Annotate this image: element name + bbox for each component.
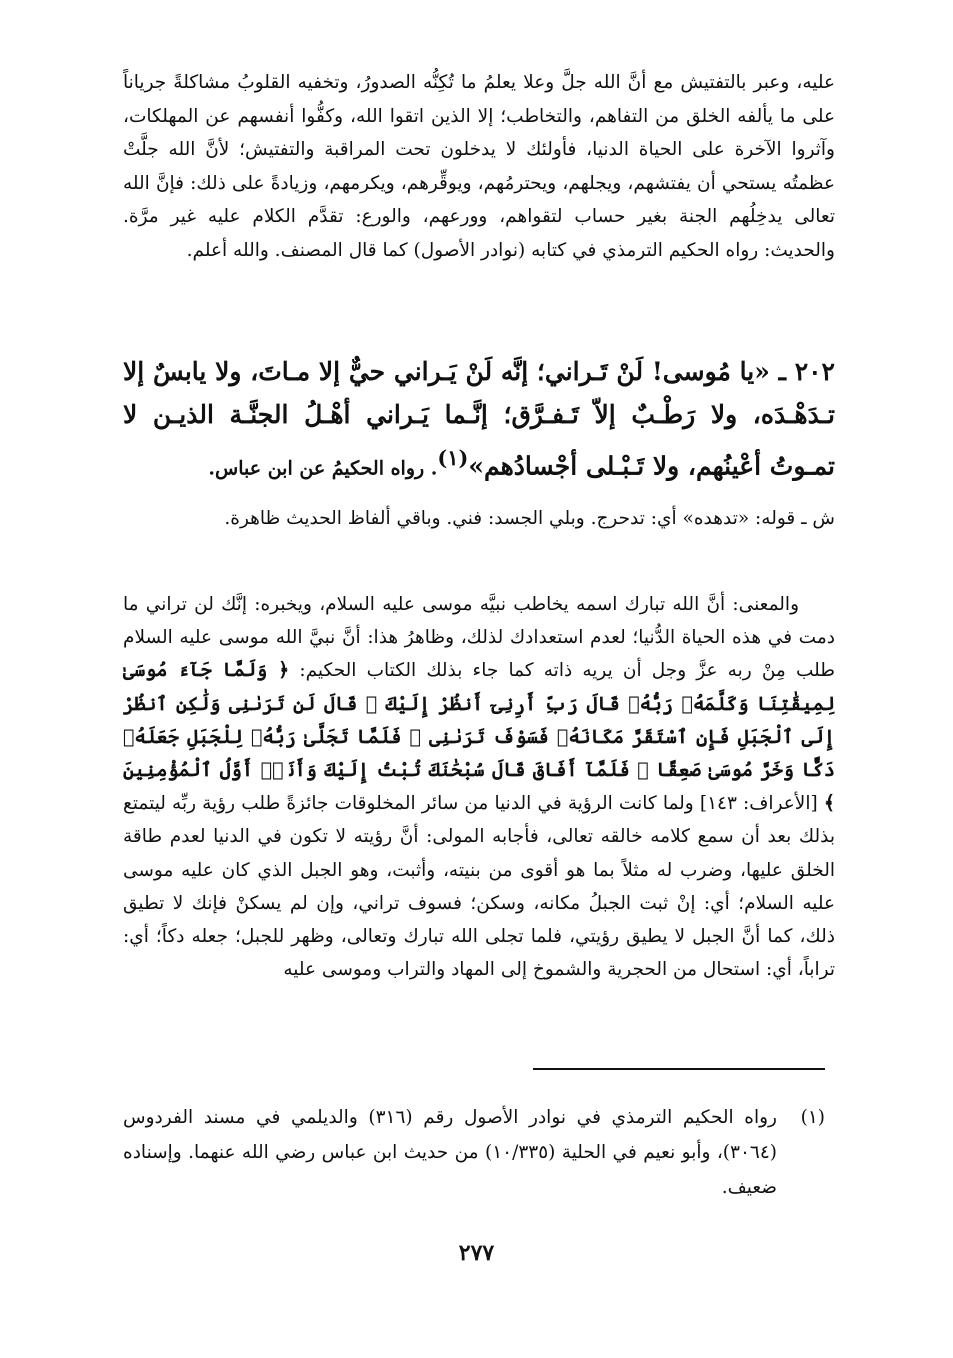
meaning-paragraph [123, 588, 835, 986]
commentary-paragraph: عليه، وعبر بالتفتيش مع أنَّ الله جلَّ وعلا يعلمُ ما تُكِنُّه الصدورُ، وتخفيه القلوبُ مشاكلةً جرياناً على ما يألفه الخلق من التفاهم، والتخاطب؛ إلا الذين اتقوا الله، وكفُّوا أنفسهم عن المهلكات، وآثروا الآخرة على الحياة الدنيا، فأولئك لا يدخلون تحت المراقبة والتفتيش؛ لأنَّ الله جلَّتْ عظمتُه يستحي أن يفتشهم، ويجلهم، ويحترمُهم، ويوقِّرهم، ويكرمهم، وزيادةً على ذلك: فإنَّ الله تعالى يدخِلُهم الجنة بغير حساب لتقواهم، وورعهم، والورع: تقدَّم الكلام عليه غير مرَّة. والحديث: رواه الحكيم الترمذي في كتابه (نوادر الأصول) كما قال المصنف. والله أعلم. [123, 72, 835, 261]
footnote-number: (١) [800, 1107, 825, 1128]
page-number: ٢٧٧ [458, 1240, 495, 1266]
meaning-rest: ولما كانت الرؤية في الدنيا من سائر المخلوقات جائزةً طلب رؤية ربِّه ليتمتع بذلك بعد أن سمع كلامه خالقه تعالى، فأجابه المولى: أنَّ رؤيته لا تكون في الدنيا لعدم طاقة الخلق عليها، وضرب له مثلاً بما هو أقوى من بنيته، وأثبت، وهو الجبل الذي كان عليه موسى عليه السلام؛ أي: إنْ ثبت الجبلُ مكانه، وسكن؛ فسوف تراني، وإن لم يسكنْ فإنك لا تطيق ذلك، كما أنَّ الجبل لا يطيق رؤيتي، فلما تجلى الله تبارك وتعالى، وظهر للجبل؛ جعله دكاً؛ أي: تراباً، أي: استحال من الحجرية والشموخ إلى المهاد والتراب وموسى عليه [123, 793, 835, 981]
quran-citation: [الأعراف: ١٤٣] [699, 793, 818, 815]
hadith-source: . رواه الحكيمُ عن ابن عباس. [208, 457, 438, 480]
hadith-202 [123, 350, 835, 490]
footnote-separator [533, 1068, 825, 1070]
hadith-number: ٢٠٢ ـ [778, 357, 835, 386]
quran-verse: ﴿ وَلَمَّا جَآءَ مُوسَىٰ لِمِيقَٰتِنَا وَكَلَّمَهُۥ رَبُّهُۥ قَالَ رَبِّ أَرِنِىٓ أَنظُرْ إِلَيْكَ ۚ قَالَ لَن تَرَىٰنِى وَلَٰكِنِ ٱنظُرْ إِلَى ٱلْجَبَلِ فَإِنِ ٱسْتَقَرَّ مَكَانَهُۥ فَسَوْفَ تَرَىٰنِى ۚ فَلَمَّا تَجَلَّىٰ رَبُّهُۥ لِلْجَبَلِ جَعَلَهُۥ دَكًّا وَخَرَّ مُوسَىٰ صَعِقًا ۚ فَلَمَّآ أَفَاقَ قَالَ سُبْحَٰنَكَ تُبْتُ إِلَيْكَ وَأَنَا۠ أَوَّلُ ٱلْمُؤْمِنِينَ ﴾ [123, 659, 835, 815]
sharh-paragraph: ش ـ قوله: «تدهده» أي: تدحرج. وبلي الجسد: فني. وباقي ألفاظ الحديث ظاهرة. [224, 508, 835, 529]
meaning-intro: والمعنى: أنَّ الله تبارك اسمه يخاطب نبيَّه موسى عليه السلام، ويخبره: إنَّك لن تراني ما دمت في هذه الحياة الدُّنيا؛ لعدم استعدادك لذلك، وظاهرُ هذا: أنَّ نبيَّ الله موسى عليه السلام طلب مِنْ ربه عزَّ وجل أن يريه ذاته كما جاء بذلك الكتاب الحكيم: [123, 594, 835, 682]
footnote-text: رواه الحكيم الترمذي في نوادر الأصول رقم (٣١٦) والديلمي في مسند الفردوس (٣٠٦٤)، وأبو نعيم في الحلية (١٠/٣٣٥) من حديث ابن عباس رضي الله عنهما. وإسناده ضعيف. [123, 1107, 777, 1198]
footnote [123, 1100, 825, 1205]
footnote-reference[interactable]: (١) [437, 445, 469, 470]
hadith-text: «يا مُوسى! لَنْ تَـراني؛ إنَّه لَنْ يَـراني حيٌّ إلا مـاتَ، ولا يابسٌ إلا تـدَهْـدَه، ولا رَطْـبٌ إلاّ تَـفـرَّق؛ إنَّـما يَـراني أهْـلُ الجنَّـة الذيـن لا تمـوتُ أعْينُهم، ولا تَـبْـلى أجْسادُهم» [123, 357, 835, 481]
